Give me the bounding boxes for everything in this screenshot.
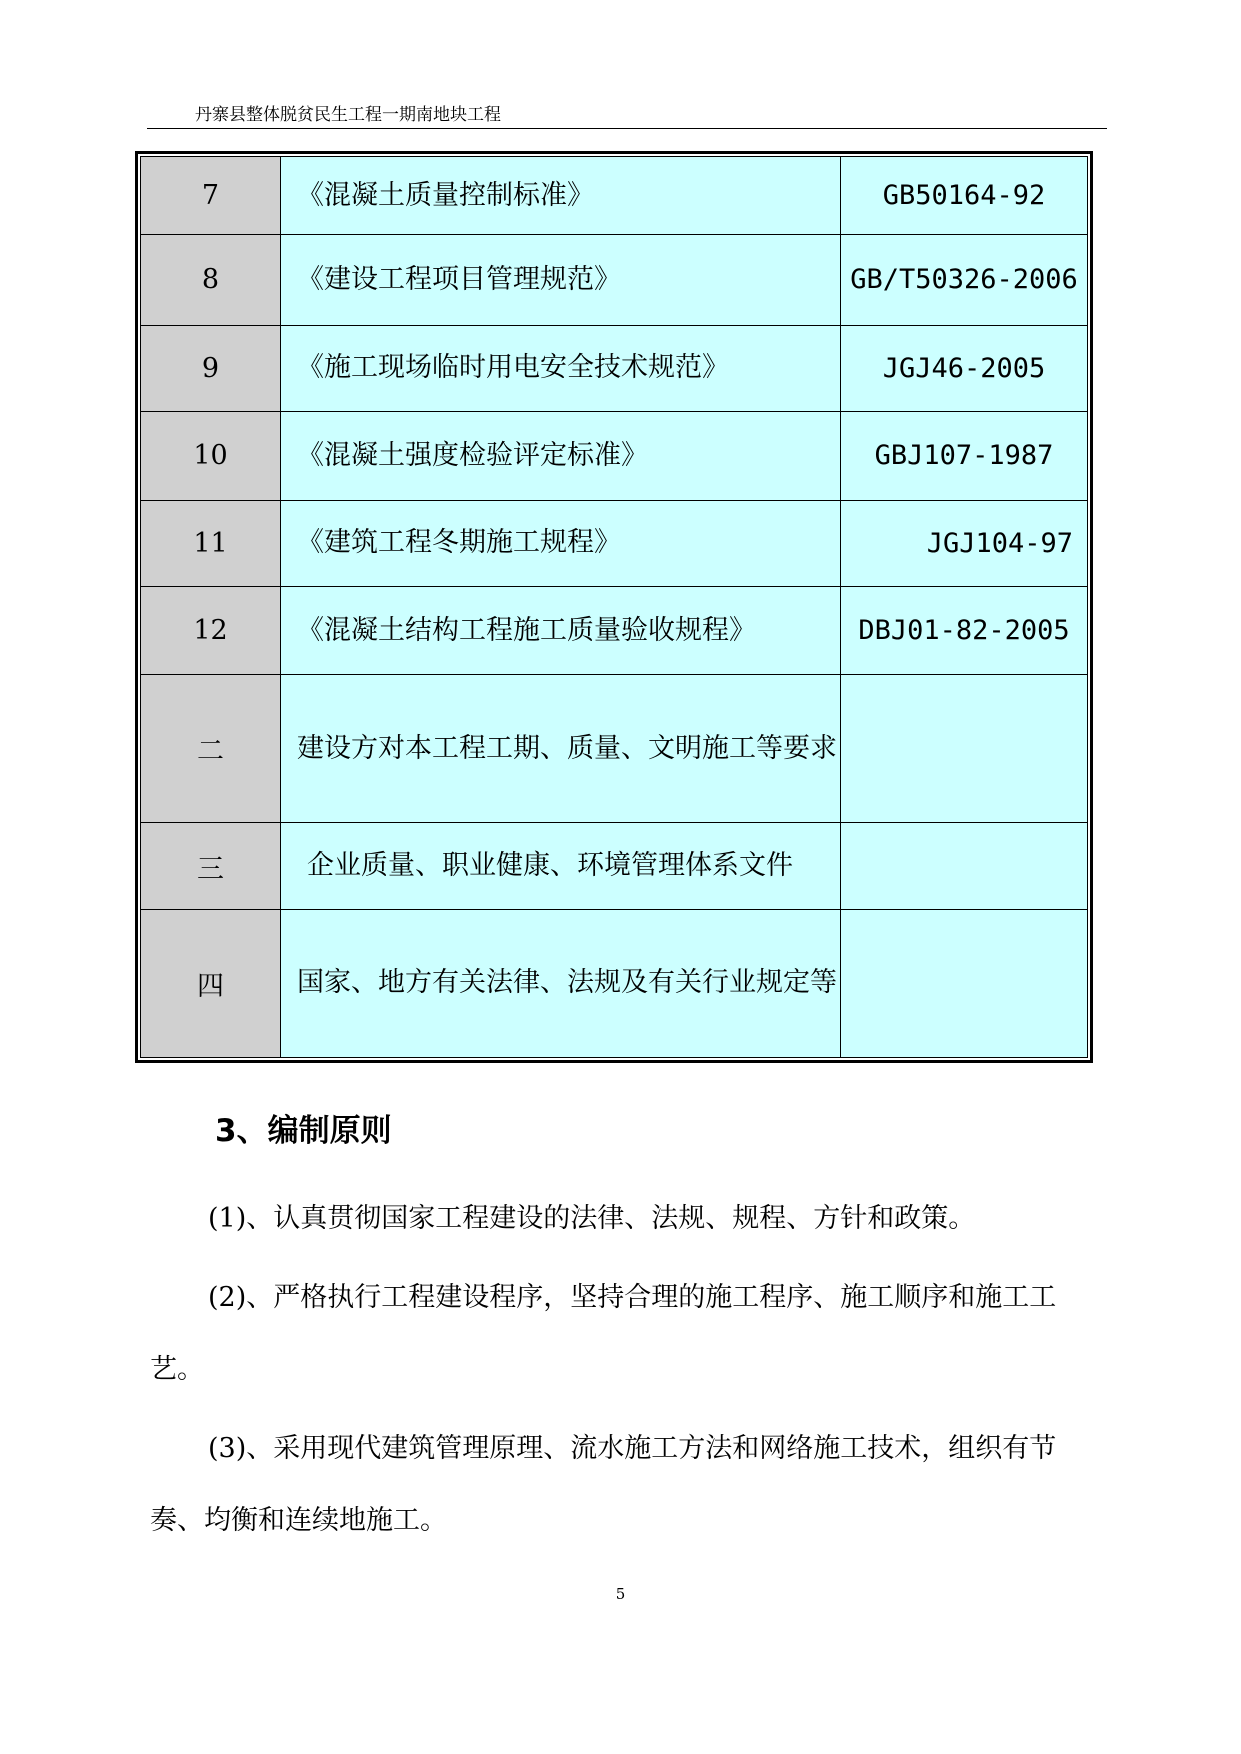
standard-code: GB/T50326-2006 <box>841 235 1088 326</box>
standard-name: 《混凝土结构工程施工质量验收规程》 <box>281 586 841 674</box>
row-number: 8 <box>141 235 281 326</box>
row-number: 7 <box>141 157 281 235</box>
standard-name: 《建筑工程冬期施工规程》 <box>281 500 841 586</box>
table-row <box>141 235 1088 326</box>
row-number: 四 <box>141 909 281 1057</box>
principle-paragraph: (2)、严格执行工程建设程序，坚持合理的施工程序、施工顺序和施工工艺。 <box>150 1282 1057 1385</box>
principle-paragraph: (3)、采用现代建筑管理原理、流水施工方法和网络施工技术，组织有节奏、均衡和连续地施工。 <box>150 1433 1057 1536</box>
table-row <box>141 157 1088 235</box>
standard-code <box>841 675 1088 823</box>
table-row <box>141 500 1088 586</box>
section-heading: 3、编制原则 <box>215 1113 392 1149</box>
standard-name: 《建设工程项目管理规范》 <box>281 235 841 326</box>
standard-code: GB50164-92 <box>841 157 1088 235</box>
row-number: 11 <box>141 500 281 586</box>
header-divider <box>147 128 1107 129</box>
standards-table <box>140 156 1088 1058</box>
standard-code: GBJ107-1987 <box>841 412 1088 500</box>
standard-name: 《混凝土强度检验评定标准》 <box>281 412 841 500</box>
standard-code <box>841 909 1088 1057</box>
standard-name: 《施工现场临时用电安全技术规范》 <box>281 325 841 411</box>
table-row <box>141 823 1088 909</box>
row-number: 12 <box>141 586 281 674</box>
standard-name: 《混凝土质量控制标准》 <box>281 157 841 235</box>
table-row <box>141 909 1088 1057</box>
row-number: 10 <box>141 412 281 500</box>
standard-code: DBJ01-82-2005 <box>841 586 1088 674</box>
standards-table-frame <box>135 151 1093 1063</box>
table-row <box>141 675 1088 823</box>
table-row <box>141 586 1088 674</box>
table-row <box>141 325 1088 411</box>
standard-code: JGJ104-97 <box>841 500 1088 586</box>
page-number: 5 <box>615 1585 626 1603</box>
standard-name: 建设方对本工程工期、质量、文明施工等要求 <box>281 675 841 823</box>
standard-name: 国家、地方有关法律、法规及有关行业规定等 <box>281 909 841 1057</box>
row-number: 三 <box>141 823 281 909</box>
standard-code <box>841 823 1088 909</box>
document-header-title: 丹寨县整体脱贫民生工程一期南地块工程 <box>195 105 501 125</box>
principle-paragraph: (1)、认真贯彻国家工程建设的法律、法规、规程、方针和政策。 <box>208 1203 976 1234</box>
standard-name: 企业质量、职业健康、环境管理体系文件 <box>281 823 841 909</box>
standard-code: JGJ46-2005 <box>841 325 1088 411</box>
row-number: 9 <box>141 325 281 411</box>
table-row <box>141 412 1088 500</box>
row-number: 二 <box>141 675 281 823</box>
